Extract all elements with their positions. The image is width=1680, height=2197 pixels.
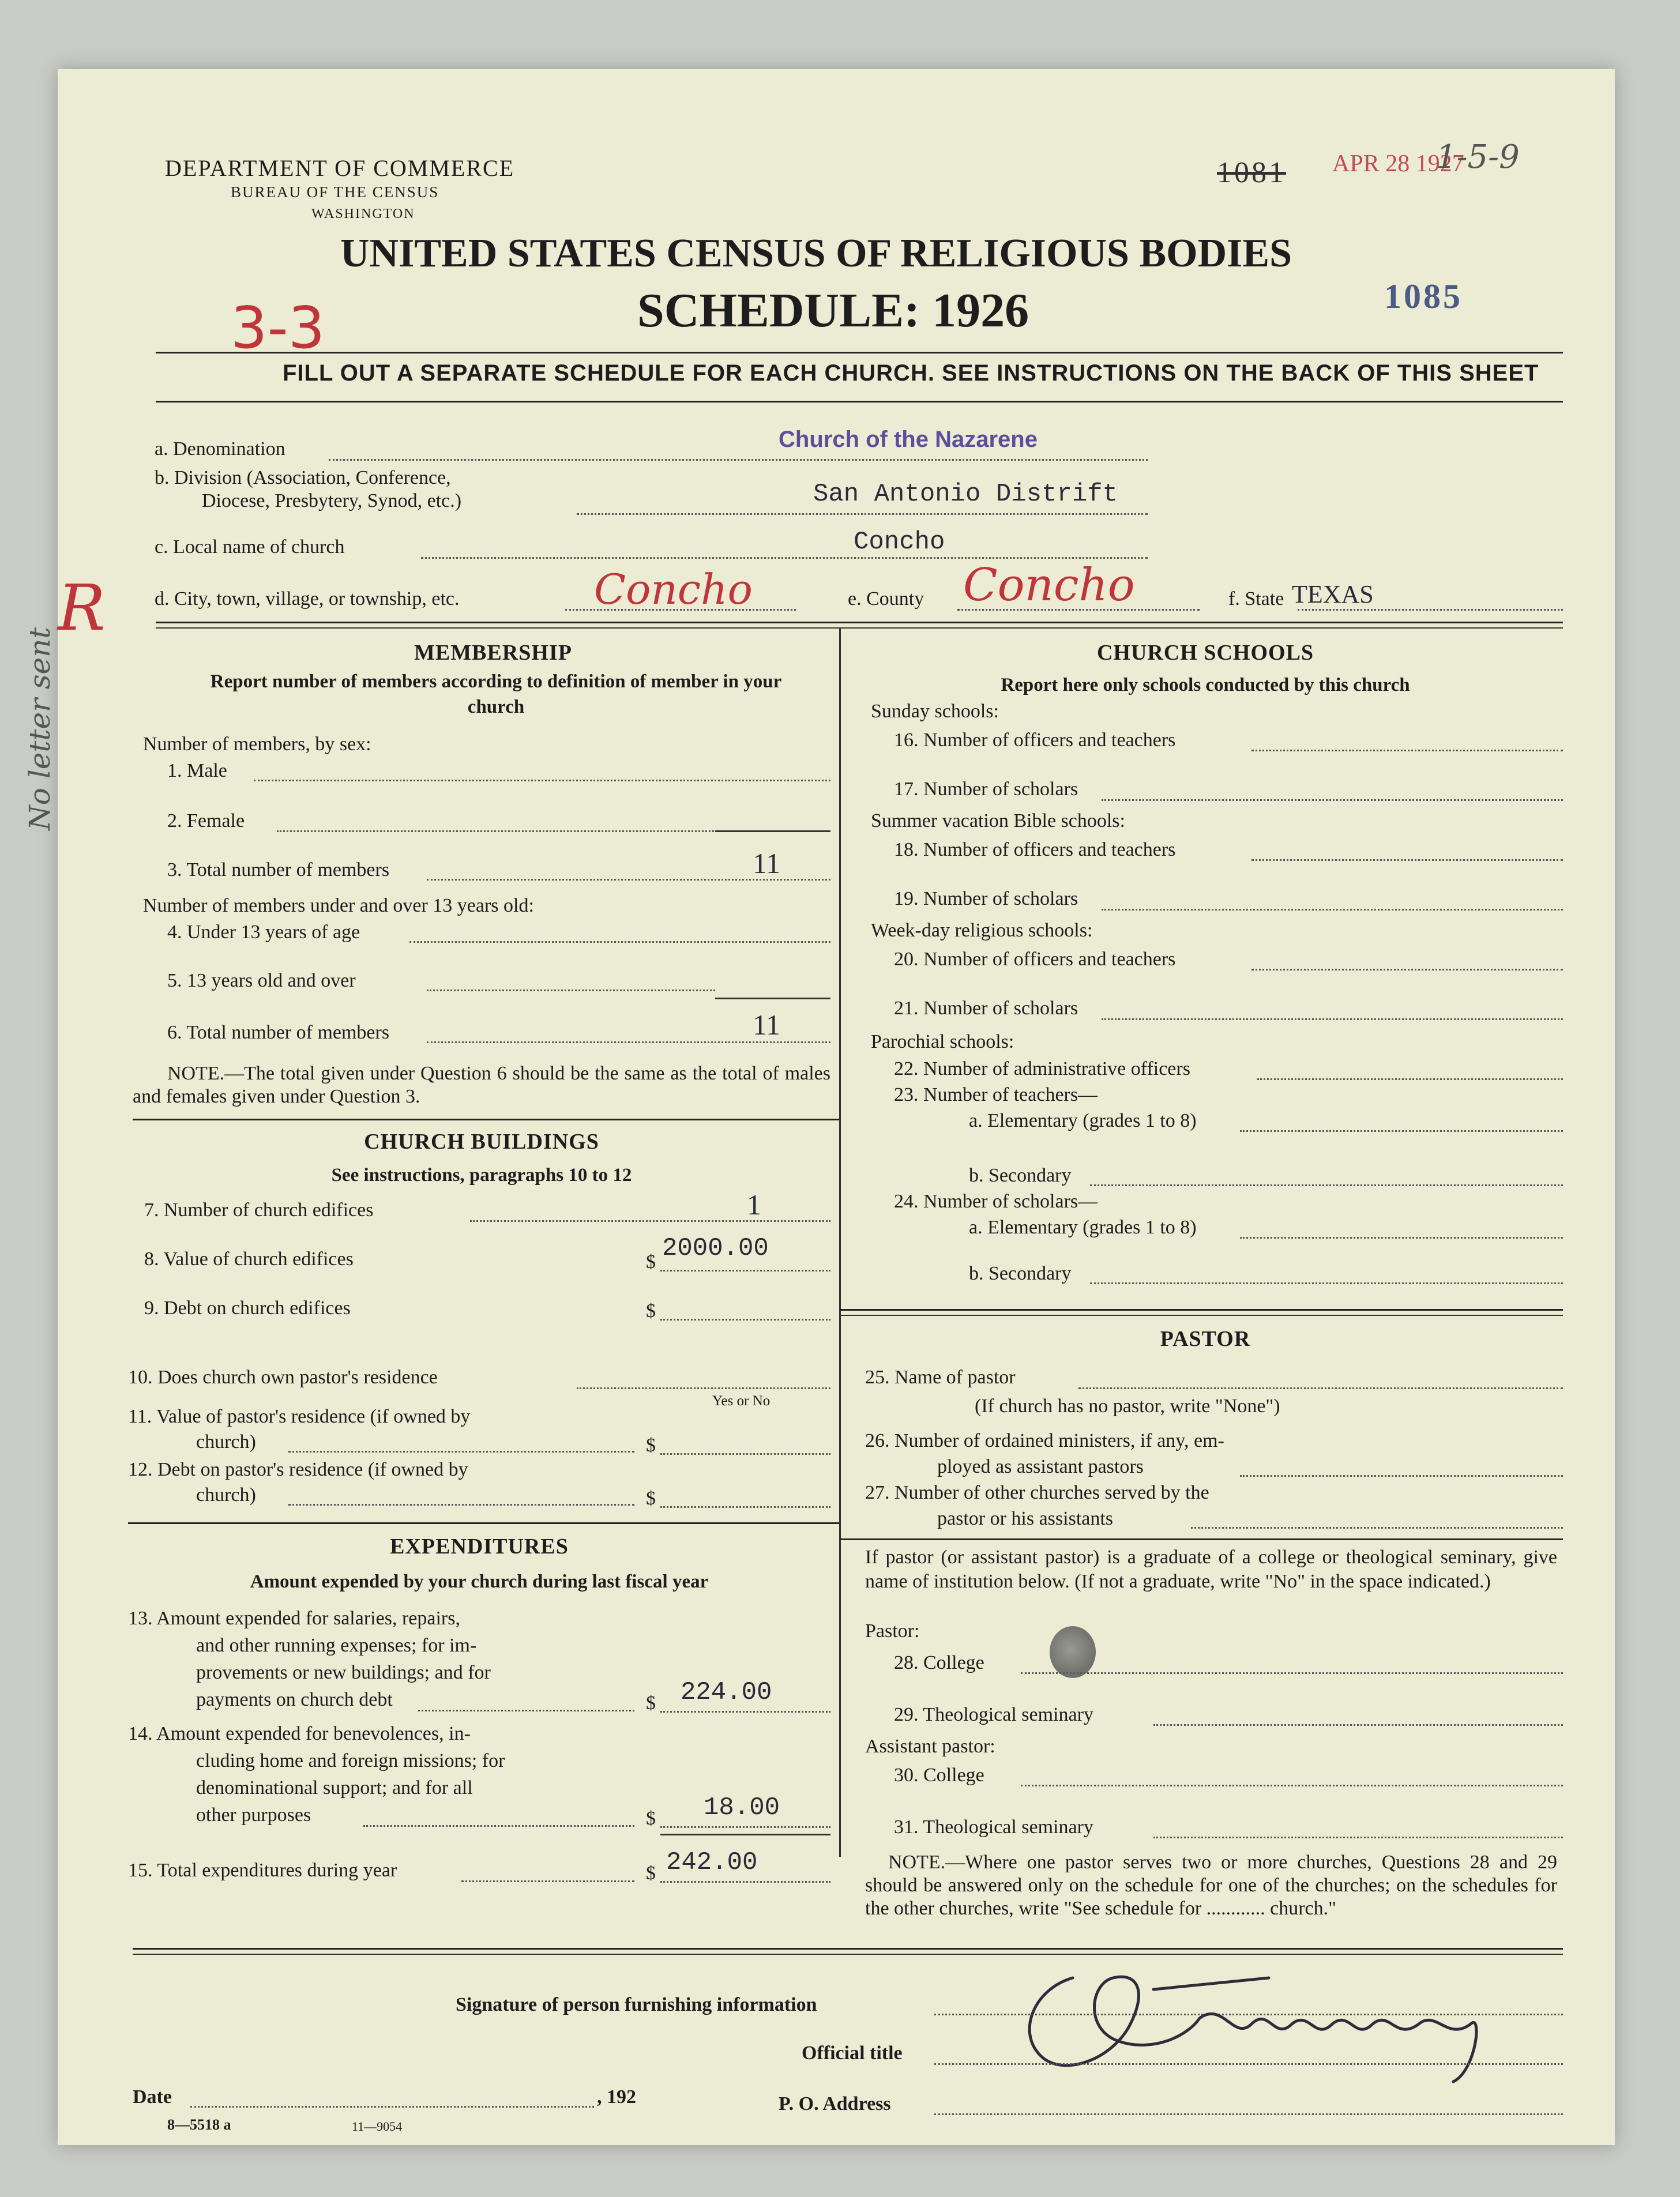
- buildings-heading: CHURCH BUILDINGS: [364, 1130, 599, 1154]
- q26-label-line1: 26. Number of ordained ministers, if any, em-: [865, 1430, 1224, 1451]
- schools-subheading: Report here only schools conducted by this church: [1001, 675, 1410, 695]
- q28-label: 28. College: [894, 1652, 984, 1673]
- county-value: Concho: [963, 559, 1135, 611]
- pencil-margin-note: No letter sent: [23, 627, 57, 830]
- q27-label-line2: pastor or his assistants: [937, 1508, 1114, 1529]
- q3-total-label: 3. Total number of members: [167, 859, 390, 881]
- county-label: e. County: [848, 588, 924, 610]
- department-name: DEPARTMENT OF COMMERCE: [165, 155, 515, 181]
- form-title: UNITED STATES CENSUS OF RELIGIOUS BODIES: [340, 231, 1292, 276]
- q8-value: 2000.00: [662, 1234, 769, 1263]
- q3-total-value: 11: [753, 847, 781, 879]
- q24b-label: b. Secondary: [969, 1263, 1072, 1284]
- denomination-label: a. Denomination: [155, 438, 285, 460]
- q18-label: 18. Number of officers and teachers: [894, 839, 1176, 860]
- q12-label-line1: 12. Debt on pastor's residence (if owned by: [128, 1459, 468, 1480]
- sunday-schools-label: Sunday schools:: [871, 701, 999, 722]
- q23b-label: b. Secondary: [969, 1165, 1072, 1186]
- city-name: WASHINGTON: [311, 206, 415, 221]
- denomination-value: Church of the Nazarene: [779, 427, 1038, 452]
- q13-label-line1: 13. Amount expended for salaries, repairs,: [128, 1608, 460, 1629]
- expenditures-subheading: Amount expended by your church during last fiscal year: [250, 1571, 709, 1592]
- membership-heading: MEMBERSHIP: [414, 641, 572, 665]
- q12-label-line2: church): [196, 1484, 256, 1506]
- q5-over13-label: 5. 13 years old and over: [167, 970, 356, 991]
- instruction-banner: FILL OUT A SEPARATE SCHEDULE FOR EACH CHURCH. SEE INSTRUCTIONS ON THE BACK OF THIS SHEET: [283, 360, 1539, 386]
- bureau-name: BUREAU OF THE CENSUS: [231, 183, 439, 201]
- division-label-line2: Diocese, Presbytery, Synod, etc.): [202, 490, 462, 511]
- q12-dollar: $: [646, 1488, 656, 1509]
- city-value: Concho: [594, 565, 753, 614]
- q8-value-label: 8. Value of church edifices: [144, 1248, 354, 1270]
- print-number: 11—9054: [352, 2119, 403, 2134]
- state-value: TEXAS: [1292, 580, 1374, 608]
- q31-label: 31. Theological seminary: [894, 1816, 1093, 1838]
- wax-seal-mark: [1050, 1626, 1096, 1678]
- red-handwritten-number: 3-3: [231, 294, 325, 362]
- yes-no-hint: Yes or No: [712, 1393, 771, 1409]
- q7-edifices-value: 1: [747, 1188, 761, 1221]
- schedule-title: SCHEDULE: 1926: [637, 284, 1029, 337]
- schools-heading: CHURCH SCHOOLS: [1096, 641, 1314, 665]
- official-title-label: Official title: [802, 2042, 903, 2064]
- q15-value: 242.00: [666, 1848, 758, 1877]
- q11-label-line1: 11. Value of pastor's residence (if owned by: [128, 1406, 471, 1427]
- membership-note: NOTE.—The total given under Question 6 should be the same as the total of males and females given under Question 3.: [133, 1063, 830, 1107]
- red-margin-r: R: [58, 571, 106, 645]
- q13-label-line4: payments on church debt: [196, 1689, 393, 1710]
- expenditures-heading: EXPENDITURES: [390, 1534, 569, 1559]
- q27-label-line1: 27. Number of other churches served by the: [865, 1482, 1209, 1503]
- by-age-label: Number of members under and over 13 years old:: [143, 895, 534, 916]
- date-year-suffix: , 192: [597, 2086, 636, 2108]
- crossed-stamp-number: 1081: [1217, 156, 1286, 189]
- state-label: f. State: [1228, 588, 1284, 610]
- blue-stamp-number: 1085: [1384, 277, 1463, 315]
- pastor-note: NOTE.—Where one pastor serves two or more churches, Questions 28 and 29 should be answered only on the schedule for one of the churches; on the schedules for the other churches, write "See schedule for ............ church.": [865, 1852, 1557, 1919]
- graduate-instruction: If pastor (or assistant pastor) is a graduate of a college or theological seminary, give name of institution below. (If not a graduate, write "No" in the space indicated.): [865, 1547, 1557, 1592]
- city-label: d. City, town, village, or township, etc.: [155, 588, 460, 610]
- pastor-heading: PASTOR: [1160, 1327, 1251, 1351]
- q6-total-value: 11: [753, 1009, 781, 1041]
- q25-note: (If church has no pastor, write "None"): [975, 1395, 1280, 1417]
- q19-label: 19. Number of scholars: [894, 888, 1078, 909]
- po-address-label: P. O. Address: [779, 2093, 891, 2115]
- q10-residence-label: 10. Does church own pastor's residence: [128, 1367, 438, 1388]
- q13-label-line3: provements or new buildings; and for: [196, 1662, 491, 1683]
- local-name-label: c. Local name of church: [155, 536, 345, 558]
- q9-dollar: $: [646, 1300, 656, 1322]
- q13-label-line2: and other running expenses; for im-: [196, 1635, 477, 1656]
- q25-label: 25. Name of pastor: [865, 1367, 1016, 1388]
- local-name-value: Concho: [854, 528, 945, 556]
- q14-label-line3: denominational support; and for all: [196, 1777, 473, 1799]
- form-number: 8—5518 a: [167, 2116, 231, 2133]
- q14-label-line1: 14. Amount expended for benevolences, in-: [128, 1723, 471, 1744]
- signature-label: Signature of person furnishing information: [456, 1994, 817, 2015]
- q14-label-line2: cluding home and foreign missions; for: [196, 1750, 505, 1771]
- q20-label: 20. Number of officers and teachers: [894, 949, 1176, 970]
- q11-dollar: $: [646, 1435, 656, 1456]
- by-sex-label: Number of members, by sex:: [143, 733, 371, 755]
- q9-debt-label: 9. Debt on church edifices: [144, 1297, 351, 1319]
- census-schedule-sheet: [23, 69, 1615, 2145]
- q6-total-label: 6. Total number of members: [167, 1022, 390, 1043]
- q15-dollar: $: [646, 1863, 656, 1884]
- q15-total-label: 15. Total expenditures during year: [128, 1860, 397, 1881]
- pastor-subheading: Pastor:: [865, 1620, 920, 1642]
- q14-dollar: $: [646, 1808, 656, 1829]
- q14-value: 18.00: [704, 1793, 780, 1822]
- q13-value: 224.00: [681, 1678, 772, 1707]
- division-label-line1: b. Division (Association, Conference,: [155, 467, 451, 488]
- parochial-schools-label: Parochial schools:: [871, 1031, 1014, 1052]
- membership-subheading: Report number of members according to definition of member in your church: [210, 671, 782, 717]
- q2-female-label: 2. Female: [167, 810, 245, 832]
- assistant-subheading: Assistant pastor:: [865, 1736, 995, 1757]
- q7-edifices-label: 7. Number of church edifices: [144, 1199, 374, 1221]
- q17-label: 17. Number of scholars: [894, 778, 1078, 800]
- q24-label: 24. Number of scholars—: [894, 1191, 1098, 1212]
- q11-label-line2: church): [196, 1431, 256, 1453]
- weekday-schools-label: Week-day religious schools:: [871, 920, 1093, 941]
- q16-label: 16. Number of officers and teachers: [894, 729, 1176, 751]
- date-label: Date: [133, 2086, 172, 2108]
- pencil-code: 1-5-9: [1436, 138, 1520, 176]
- buildings-subheading: See instructions, paragraphs 10 to 12: [331, 1165, 632, 1186]
- q23a-label: a. Elementary (grades 1 to 8): [969, 1110, 1197, 1131]
- received-date-stamp: APR 28 1927: [1332, 151, 1464, 177]
- q22-label: 22. Number of administrative officers: [894, 1058, 1190, 1079]
- handwritten-signature: [980, 1955, 1557, 2087]
- q24a-label: a. Elementary (grades 1 to 8): [969, 1217, 1197, 1238]
- q8-dollar: $: [646, 1251, 656, 1273]
- summer-schools-label: Summer vacation Bible schools:: [871, 810, 1125, 832]
- q26-label-line2: ployed as assistant pastors: [937, 1456, 1144, 1477]
- q30-label: 30. College: [894, 1765, 984, 1786]
- q13-dollar: $: [646, 1692, 656, 1714]
- q23-label: 23. Number of teachers—: [894, 1084, 1098, 1105]
- q21-label: 21. Number of scholars: [894, 998, 1078, 1019]
- q1-male-label: 1. Male: [167, 760, 227, 781]
- division-value: San Antonio Distrift: [813, 480, 1118, 509]
- q4-under13-label: 4. Under 13 years of age: [167, 921, 360, 943]
- q14-label-line4: other purposes: [196, 1804, 311, 1826]
- q29-label: 29. Theological seminary: [894, 1704, 1093, 1725]
